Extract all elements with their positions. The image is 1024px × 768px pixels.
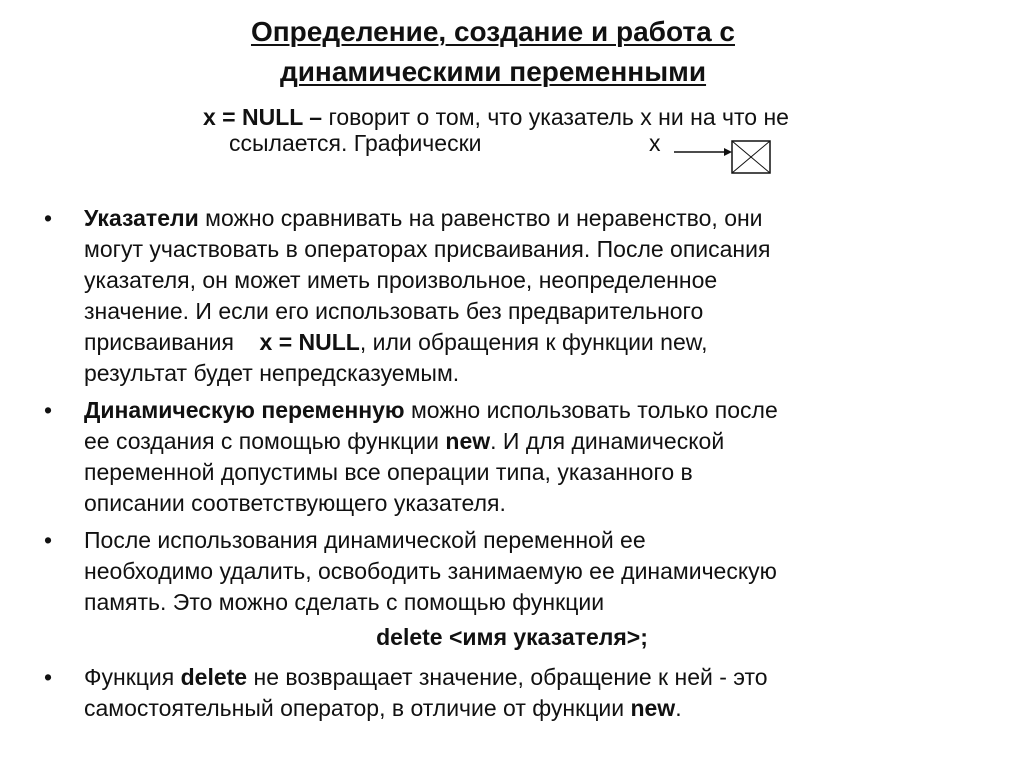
bullet-line: указателя, он может иметь произвольное, неопределенное [84, 267, 718, 293]
bullet-line: самостоятельный оператор, в отличие от функции new. [84, 695, 682, 721]
bullet-line: Указатели можно сравнивать на равенство и неравенство, они [84, 205, 763, 231]
intro-line-1 [203, 104, 789, 130]
bullet-line: присваивания x = NULL, или обращения к функции new, [84, 329, 708, 355]
arrow-head-icon [724, 148, 732, 156]
bullet-3 [84, 525, 777, 618]
page-title-line-2: динамическими переменными [279, 56, 707, 87]
bullet-line: После использования динамической переменной ее [84, 527, 646, 553]
bullet-line: память. Это можно сделать с помощью функции [84, 589, 605, 615]
null-pointer-diagram [672, 138, 776, 178]
bullet-line: значение. И если его использовать без предварительного [84, 298, 704, 324]
intro-line-2: ссылается. Графически [229, 130, 482, 156]
bullet-2 [84, 395, 778, 519]
intro-code: x = NULL – [203, 104, 323, 130]
bullet-line: описании соответствующего указателя. [84, 490, 506, 516]
bullet-line: Функция delete не возвращает значение, обращение к ней - это [84, 664, 768, 690]
crossed-box-icon [732, 141, 770, 173]
bullet-line: могут участвовать в операторах присваивания. После описания [84, 236, 771, 262]
bullet-marker: • [44, 664, 53, 690]
bullet-line: переменной допустимы все операции типа, указанного в [84, 459, 693, 485]
bullet-marker: • [44, 397, 53, 423]
pointer-x-label: x [649, 130, 661, 156]
delete-syntax: delete <имя указателя>; [376, 624, 648, 650]
bullet-1 [84, 203, 770, 389]
bullet-marker: • [44, 527, 53, 553]
bullet-marker: • [44, 205, 53, 231]
bullet-line: ее создания с помощью функции new. И для динамической [84, 428, 725, 454]
bullet-line: результат будет непредсказуемым. [84, 360, 460, 386]
bullet-line: Динамическую переменную можно использовать только после [84, 397, 778, 423]
page-title-line-1: Определение, создание и работа с [250, 16, 735, 47]
intro-text-1: говорит о том, что указатель x ни на что не [322, 104, 789, 130]
bullet-line: необходимо удалить, освободить занимаемую ее динамическую [84, 558, 777, 584]
bullet-4 [84, 662, 768, 724]
